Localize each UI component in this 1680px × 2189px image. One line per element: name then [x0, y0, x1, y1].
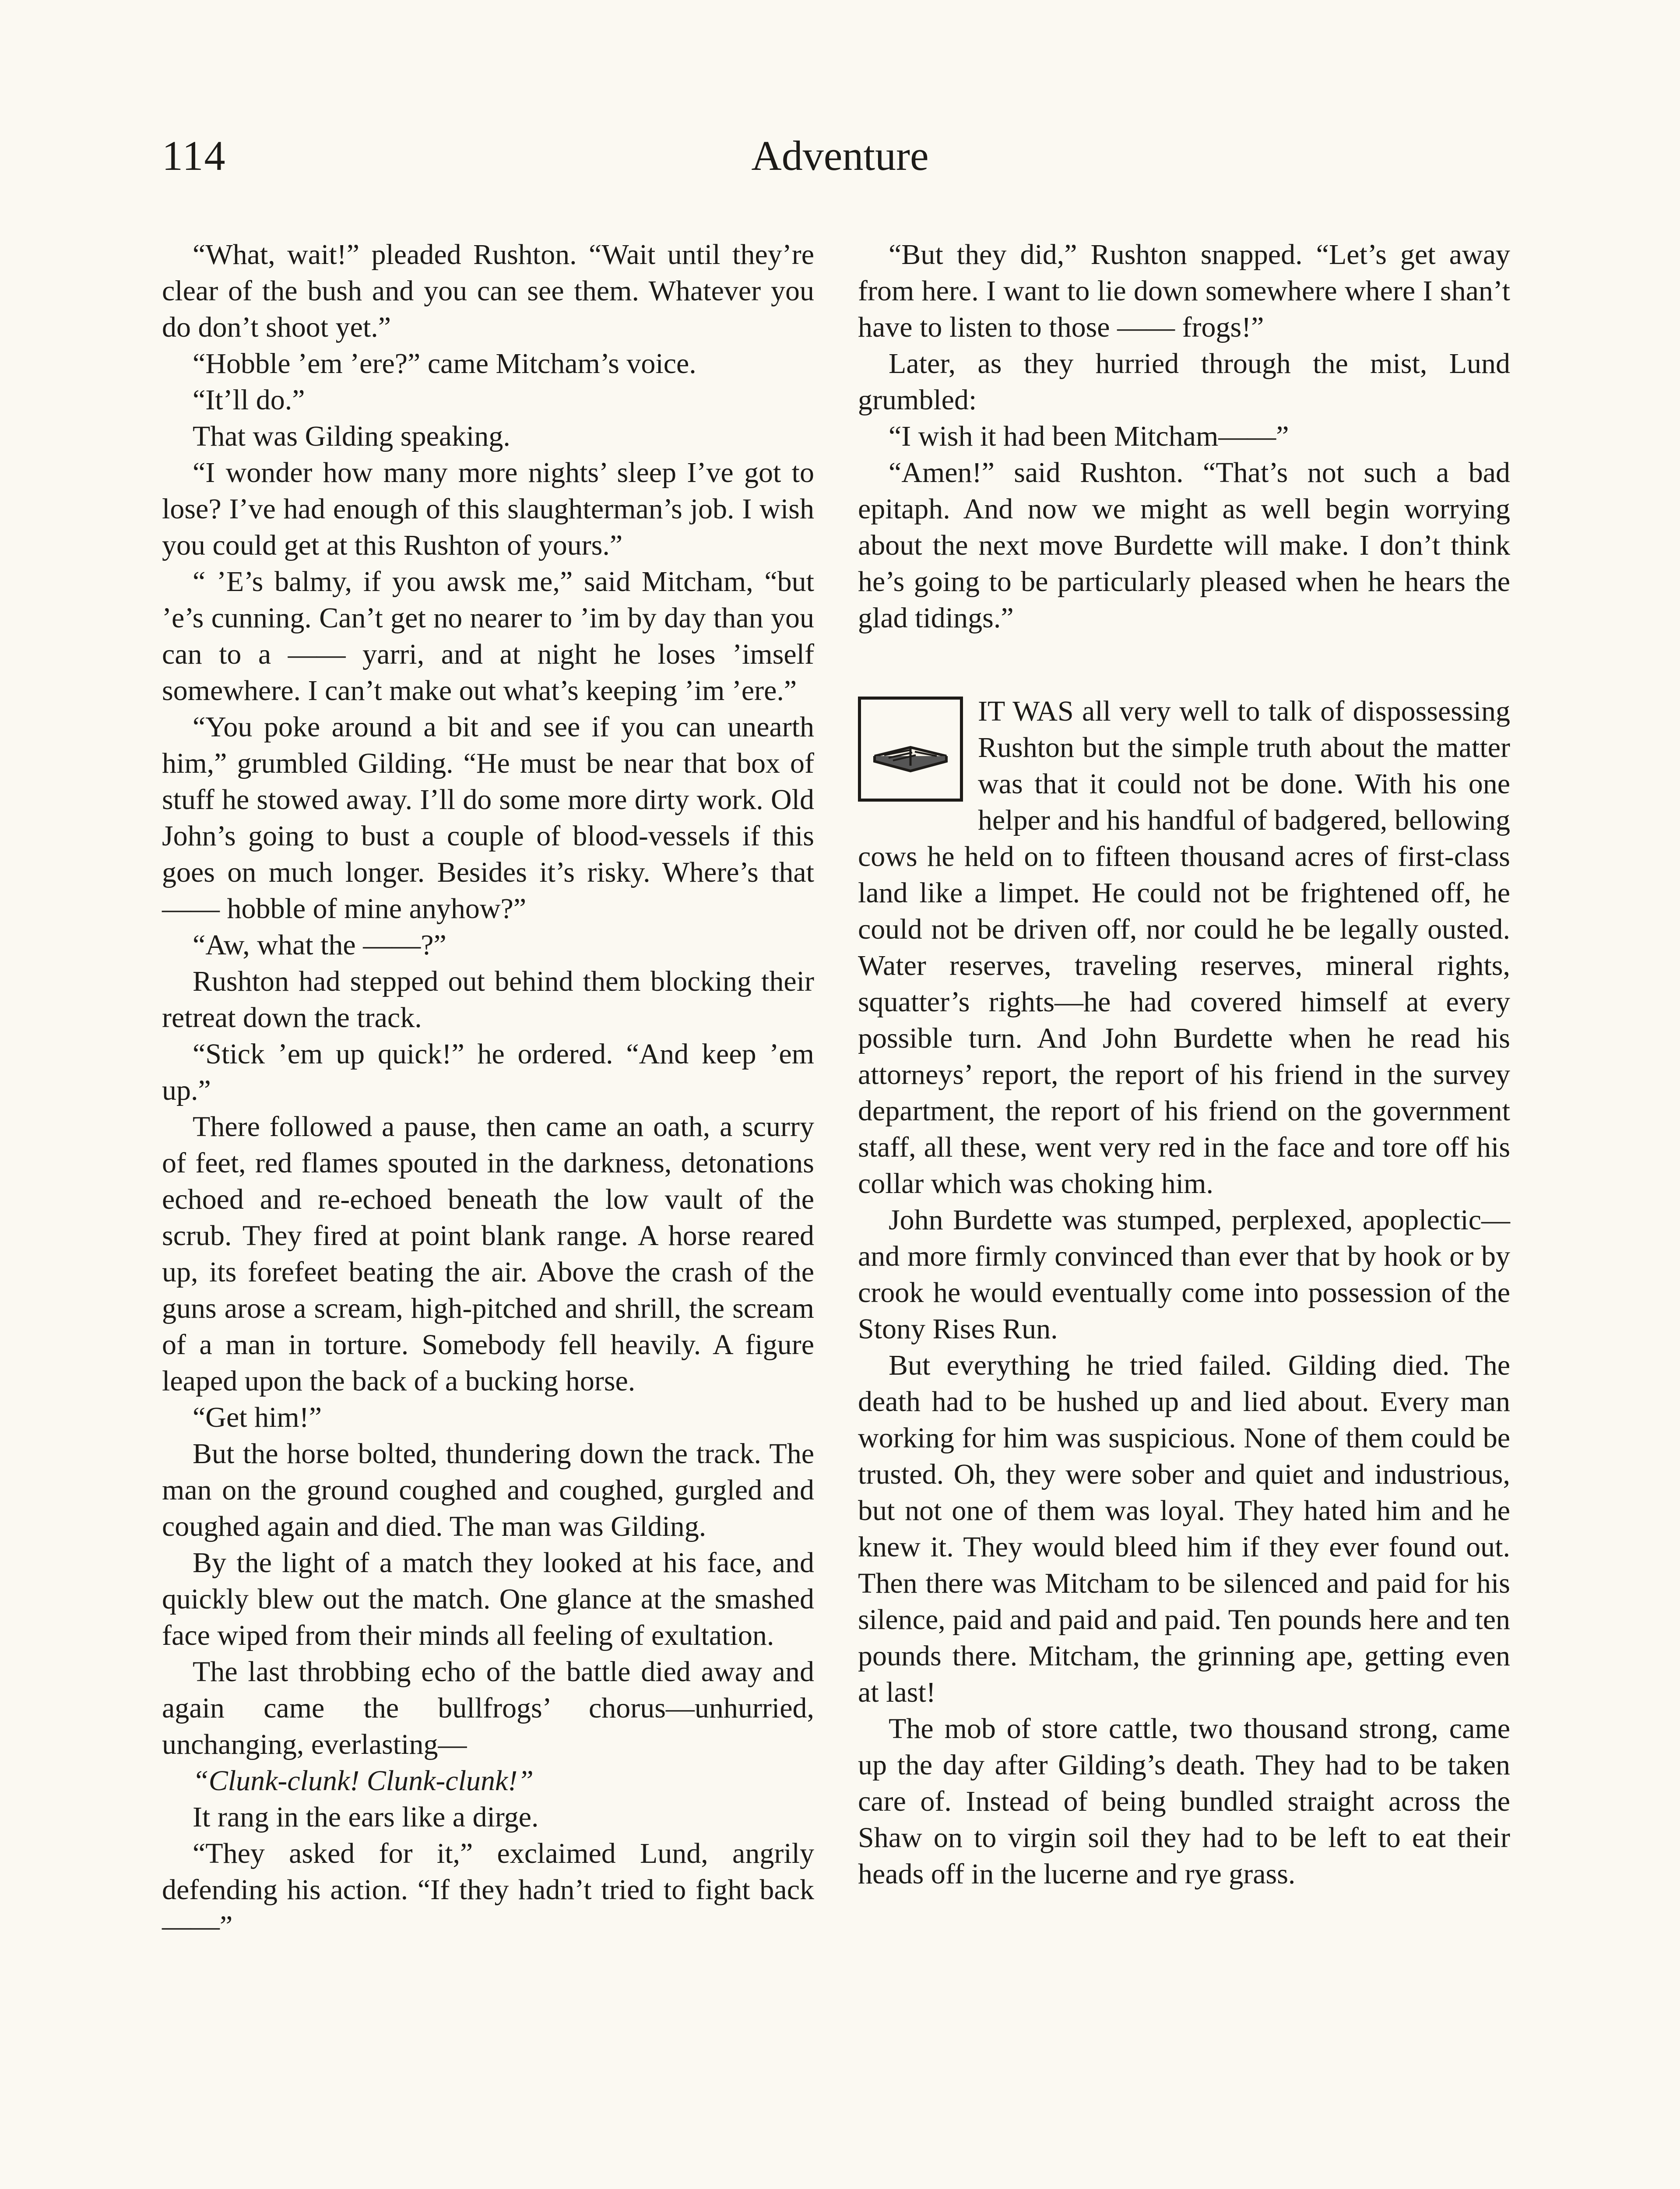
paragraph: “You poke around a bit and see if you can unearth him,” grumbled Gilding. “He must be near that box of stuff he stowed away. I’ll do some more dirty work. Old John’s going to bust a couple of blood-vessels if this goes on much longer. Besides it’s risky. Where’s that —— hobble of mine anyhow?” — [162, 711, 814, 925]
italic-paragraph — [162, 1763, 814, 1799]
paragraph: “Hobble ’em ’ere?” came Mitcham’s voice. — [193, 348, 696, 380]
paragraph: But the horse bolted, thundering down the track. The man on the ground coughed and coughed, gurgled and coughed again and died. The man was Gilding. — [162, 1438, 814, 1542]
paragraph: It rang in the ears like a dirge. — [193, 1801, 539, 1833]
paragraph: That was Gilding speaking. — [193, 420, 510, 452]
paragraph: Later, as they hurried through the mist, Lund grumbled: — [858, 348, 1510, 416]
paragraph: Rushton had stepped out behind them blocking their retreat down the track. — [162, 965, 814, 1034]
paragraph: But everything he tried failed. Gilding died. The death had to be hushed up and lied about. Every man working for him was suspicious. None of them could be trusted. Oh, they were sober and quiet and industrious, but not one of them was loyal. They hated him and he knew it. They would bleed him if they ever found out. Then there was Mitcham to be silenced and paid for his silence, paid and paid and paid. Ten pounds here and ten pounds there. Mitcham, the grinning ape, getting even at last! — [858, 1349, 1510, 1708]
paragraph: “What, wait!” pleaded Rushton. “Wait until they’re clear of the bush and you can see them. Whatever you do don’t shoot yet.” — [162, 239, 814, 343]
running-head — [162, 131, 1518, 193]
paragraph: The mob of store cattle, two thousand strong, came up the day after Gilding’s death. They had to be taken care of. Instead of being bundled straight across the Shaw on to virgin soil they had to be left to eat their heads off in the lucerne and rye grass. — [858, 1713, 1510, 1890]
paragraph: “Amen!” said Rushton. “That’s not such a bad epitaph. And now we might as well begin worrying about the next move Burdette will make. I don’t think he’s going to be particularly pleased when he hears the glad tidings.” — [858, 457, 1510, 634]
section-break — [858, 636, 1510, 693]
paragraph: There followed a pause, then came an oath, a scurry of feet, red flames spouted in the darkness, detonations echoed and re-echoed beneath the low vault of the scrub. They fired at point blank range. A horse reared up, its forefeet beating the air. Above the crash of the guns arose a scream, high-pitched and shrill, the scream of a man in torture. Somebody fell heavily. A figure leaped upon the back of a bucking horse. — [162, 1111, 814, 1397]
paragraph: “ ’E’s balmy, if you awsk me,” said Mitcham, “but ’e’s cunning. Can’t get no nearer to ’im by day than you can to a —— yarri, and at night he loses ’imself somewhere. I can’t make out what’s keeping ’im ’ere.” — [162, 566, 814, 707]
paragraph: The last throbbing echo of the battle died away and again came the bullfrogs’ chorus—unhurried, unchanging, everlasting— — [162, 1656, 814, 1760]
section-lead-paragraph: IT WAS all very well to talk of dispossessing Rushton but the simple truth about the matter was that it could not be done. With his one helper and his handful of badgered, bellowing cows he held on to fifteen thousand acres of first-class land like a limpet. He could not be frightened off, he could not be driven off, nor could he be legally ousted. Water reserves, traveling reserves, mineral rights, squatter’s rights—he had covered himself at every possible turn. And John Burdette when he read his attorneys’ report, the report of his friend in the survey department, the report of his friend on the government staff, all these, went very red in the face and tore off his collar which was choking him. — [858, 695, 1510, 1200]
magazine-title: Adventure — [751, 132, 929, 179]
paragraph: “But they did,” Rushton snapped. “Let’s get away from here. I want to lie down somewhere where I shan’t have to listen to those —— frogs!” — [858, 239, 1510, 343]
frog-chorus-text: “Clunk-clunk! Clunk-clunk!” — [193, 1765, 534, 1797]
paragraph: “They asked for it,” exclaimed Lund, angrily defending his action. “If they hadn’t tried to fight back——” — [162, 1837, 814, 1942]
paragraph: “Get him!” — [193, 1401, 322, 1433]
paragraph: John Burdette was stumped, perplexed, apoplectic—and more firmly convinced than ever that by hook or by crook he would eventually come into possession of the Stony Rises Run. — [858, 1204, 1510, 1345]
paragraph: “I wonder how many more nights’ sleep I’ve got to lose? I’ve had enough of this slaughterman’s job. I wish you could get at this Rushton of yours.” — [162, 457, 814, 561]
open-book-icon — [867, 714, 954, 784]
paragraph: “Aw, what the ——?” — [193, 929, 446, 961]
page-number: 114 — [162, 132, 226, 179]
paragraph: “It’ll do.” — [193, 384, 305, 416]
paragraph: By the light of a match they looked at his face, and quickly blew out the match. One glance at the smashed face wiped from their minds all feeling of exultation. — [162, 1547, 814, 1651]
section-ornament-icon — [858, 697, 963, 802]
paragraph: “Stick ’em up quick!” he ordered. “And keep ’em up.” — [162, 1038, 814, 1106]
left-column — [162, 236, 814, 1944]
paragraph: “I wish it had been Mitcham——” — [889, 420, 1289, 452]
right-column — [858, 236, 1510, 1892]
